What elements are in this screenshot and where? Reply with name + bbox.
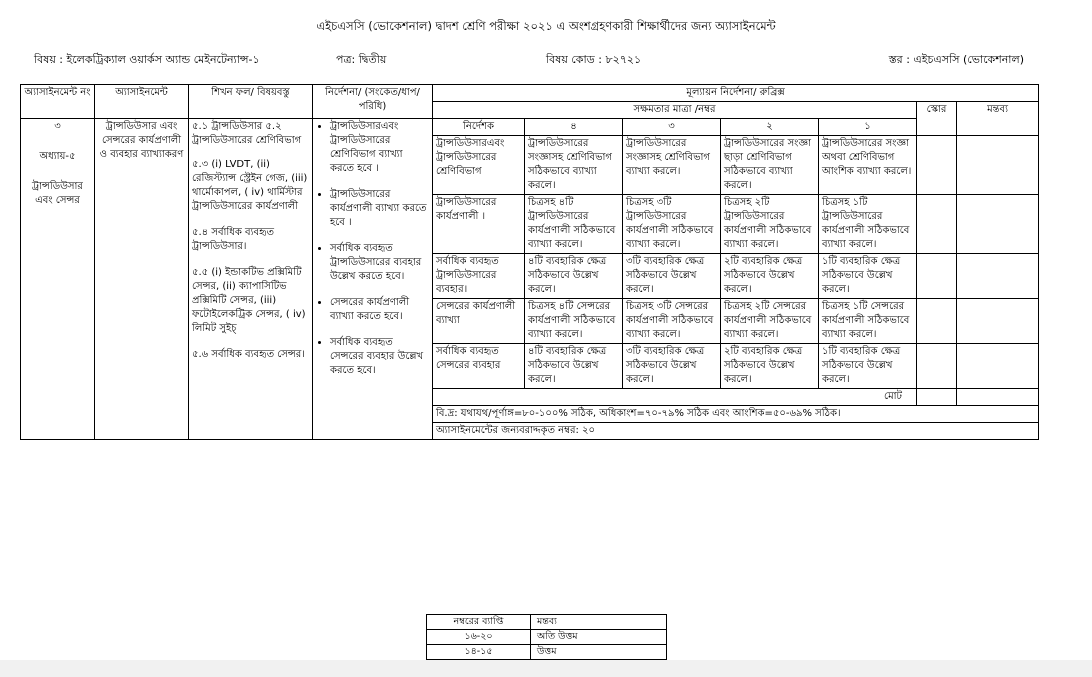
score-cell [917, 344, 957, 389]
rubric-level-1: চিত্রসহ ১টি ট্রান্সডিউসারের কার্যপ্রণালী সঠিকভাবে ব্যাখ্যা করলে। [819, 195, 917, 254]
score-cell [917, 299, 957, 344]
comment-cell [957, 195, 1039, 254]
range-row [427, 630, 667, 645]
header-indicator: নির্দেশক [433, 119, 525, 136]
allotted-marks: অ্যাসাইনমেন্টের জন্যবরাদ্দকৃত নম্বর: ২০ [433, 423, 1039, 440]
assignment-number-cell [21, 119, 95, 440]
rubric-level-3: ট্রান্সডিউসারের সংজ্ঞাসহ শ্রেণিবিভাগ ব্যাখ্যা করলে। [623, 136, 721, 195]
header-instructions: নির্দেশনা/ (সংকেত/ধাপ/পরিধি) [313, 85, 433, 119]
outcome-item: ৫.৩ (i) LVDT, (ii) রেজিস্ট্যান্স স্ট্রেইন গেজ, (iii) থার্মোকাপল, ( iv) থার্মিস্টার ট্রান্সডিউসারের কার্যপ্রণালী [192, 159, 308, 212]
comment-cell [957, 344, 1039, 389]
rubric-level-2: চিত্রসহ ২টি সেন্সরের কার্যপ্রণালী সঠিকভাবে ব্যাখ্যা করলে। [721, 299, 819, 344]
subject-label: বিষয় : ইলেকট্রিক্যাল ওয়ার্কস অ্যান্ড মেইনটেন্যান্স-১ [34, 53, 260, 66]
viewer-bottom-bar [0, 660, 1092, 677]
instruction-list [316, 120, 429, 378]
outcome-item: ৫.৪ সর্বাধিক ব্যবহৃত ট্রান্সডিউসার। [192, 227, 275, 252]
instruction-item: • সেন্সরের কার্যপ্রণালী ব্যাখ্যা করতে হবে। [330, 296, 429, 324]
rubric-level-3: ৩টি ব্যবহারিক ক্ষেত্র সঠিকভাবে উল্লেখ করলে। [623, 254, 721, 299]
rubric-level-2: ট্রান্সডিউসারের সংজ্ঞা ছাড়া শ্রেণিবিভাগ সঠিকভাবে ব্যাখ্যা করলে। [721, 136, 819, 195]
rubric-indicator: ট্রান্সডিউসারের কার্যপ্রণালী । [433, 195, 525, 254]
assignment-text: ট্রান্সডিউসার এবং সেন্সরের কার্যপ্রণালী ও ব্যবহার ব্যাখ্যাকরণ [95, 119, 189, 440]
rubric-level-4: ট্রান্সডিউসারের সংজ্ঞাসহ শ্রেণিবিভাগ সঠিকভাবে ব্যাখ্যা করলে। [525, 136, 623, 195]
rubric-indicator: সেন্সরের কার্যপ্রণালী ব্যাখ্যা [433, 299, 525, 344]
total-label: মোট [433, 389, 917, 406]
comment-cell [957, 299, 1039, 344]
total-score-cell [917, 389, 957, 406]
comment-cell [957, 254, 1039, 299]
score-cell [917, 195, 957, 254]
rubric-level-2: ২টি ব্যবহারিক ক্ষেত্র সঠিকভাবে উল্লেখ করলে। [721, 344, 819, 389]
instruction-item: • সর্বাধিক ব্যবহৃত ট্রান্সডিউসারের ব্যবহার উল্লেখ করতে হবে। [330, 242, 429, 284]
score-cell [917, 254, 957, 299]
rubric-level-1: ট্রান্সডিউসারের সংজ্ঞা অথবা শ্রেণিবিভাগ আংশিক ব্যাখ্যা করলে। [819, 136, 917, 195]
range-header: নম্বরের ব্যাপ্তি [427, 615, 531, 630]
rubric-level-4: চিত্রসহ ৪টি সেন্সরের কার্যপ্রণালী সঠিকভাবে ব্যাখ্যা করলে। [525, 299, 623, 344]
header-assignment-no: অ্যাসাইনমেন্ট নং [21, 85, 95, 119]
rubric-level-3: চিত্রসহ ৩টি ট্রান্সডিউসারের কার্যপ্রণালী সঠিকভাবে ব্যাখ্যা করলে। [623, 195, 721, 254]
page-title: এইচএসসি (ভোকেশনাল) দ্বাদশ শ্রেণি পরীক্ষা ২০২১ এ অংশগ্রহণকারী শিক্ষার্থীদের জন্য অ্যাসাইনমেন্ট [316, 19, 776, 33]
header-rubric: মূল্যায়ন নির্দেশনা/ রুব্রিক্স [433, 85, 1039, 102]
rubric-level-3: ৩টি ব্যবহারিক ক্ষেত্র সঠিকভাবে উল্লেখ করলে। [623, 344, 721, 389]
grading-note: বি.দ্র: যথাযথ/পূর্ণাঙ্গ=৮০-১০০% সঠিক, অধিকাংশ=৭০-৭৯% সঠিক এবং আংশিক=৫০-৬৯% সঠিক। [433, 406, 1039, 423]
header-level-4: ৪ [525, 119, 623, 136]
outcome-item: ৫.১ ট্রান্সডিউসার ৫.২ ট্রান্সডিউসারের শ্রেণিবিভাগ [192, 121, 302, 146]
chapter-title: ট্রান্সডিউসার এবং সেন্সর [32, 181, 83, 206]
rubric-level-2: ২টি ব্যবহারিক ক্ষেত্র সঠিকভাবে উল্লেখ করলে। [721, 254, 819, 299]
chapter-label: অধ্যায়-৫ [39, 151, 76, 162]
rubric-level-4: ৪টি ব্যবহারিক ক্ষেত্র সঠিকভাবে উল্লেখ করলে। [525, 254, 623, 299]
level-label: স্তর : এইচএসসি (ভোকেশনাল) [888, 53, 1024, 66]
rubric-indicator: সর্বাধিক ব্যবহৃত ট্রান্সডিউসারের ব্যবহার। [433, 254, 525, 299]
rubric-level-1: চিত্রসহ ১টি সেন্সরের কার্যপ্রণালী সঠিকভাবে ব্যাখ্যা করলে। [819, 299, 917, 344]
header-assignment: অ্যাসাইনমেন্ট [95, 85, 189, 119]
rubric-level-4: ৪টি ব্যবহারিক ক্ষেত্র সঠিকভাবে উল্লেখ করলে। [525, 344, 623, 389]
header-competency: সক্ষমতার মাত্রা /নম্বর [433, 102, 917, 119]
outcome-item: ৫.৬ সর্বাধিক ব্যবহৃত সেন্সর। [192, 349, 305, 360]
range-comment: অতি উত্তম [531, 630, 667, 645]
rubric-level-3: চিত্রসহ ৩টি সেন্সরের কার্যপ্রণালী সঠিকভাবে ব্যাখ্যা করলে। [623, 299, 721, 344]
range-value: ১৪-১৫ [427, 645, 531, 660]
marks-range-table [426, 614, 667, 660]
instruction-item: • ট্রান্সডিউসারের কার্যপ্রণালী ব্যাখ্যা করতে হবে । [330, 188, 429, 230]
header-learning-outcome: শিখন ফল/ বিষয়বস্তু [189, 85, 313, 119]
instruction-item: • সর্বাধিক ব্যবহৃত সেন্সরের ব্যবহার উল্লেখ করতে হবে। [330, 336, 429, 378]
comment-cell [957, 136, 1039, 195]
range-comment-header: মন্তব্য [531, 615, 667, 630]
subject-code-label: বিষয় কোড : ৮২৭২১ [546, 53, 642, 66]
header-level-1: ১ [819, 119, 917, 136]
assignment-table [20, 84, 1039, 440]
paper-label: পত্র: দ্বিতীয় [336, 53, 387, 66]
total-comment-cell [957, 389, 1039, 406]
range-row [427, 645, 667, 660]
assignment-number: ৩ [54, 121, 61, 132]
header-level-2: ২ [721, 119, 819, 136]
range-comment: উত্তম [531, 645, 667, 660]
instruction-item: • ট্রান্সডিউসারএবং ট্রান্সডিউসারের শ্রেণিবিভাগ ব্যাখ্যা করতে হবে । [330, 120, 429, 176]
instructions-cell [313, 119, 433, 440]
rubric-indicator: সর্বাধিক ব্যবহৃত সেন্সরের ব্যবহার [433, 344, 525, 389]
learning-outcomes-cell [189, 119, 313, 440]
rubric-indicator: ট্রান্সডিউসারএবং ট্রান্সডিউসারের শ্রেণিবিভাগ [433, 136, 525, 195]
header-score: স্কোর [917, 102, 957, 136]
header-comment: মন্তব্য [957, 102, 1039, 136]
rubric-level-1: ১টি ব্যবহারিক ক্ষেত্র সঠিকভাবে উল্লেখ করলে। [819, 344, 917, 389]
range-value: ১৬-২০ [427, 630, 531, 645]
rubric-level-1: ১টি ব্যবহারিক ক্ষেত্র সঠিকভাবে উল্লেখ করলে। [819, 254, 917, 299]
outcome-item: ৫.৫ (i) ইন্ডাকটিভ প্রক্সিমিটি সেন্সর, (ii) ক্যাপাসিটিভ প্রক্সিমিটি সেন্সর, (iii) ফটোইলেকট্রিক সেন্সর, ( iv) লিমিট সুইচ্ [192, 267, 306, 334]
score-cell [917, 136, 957, 195]
rubric-level-2: চিত্রসহ ২টি ট্রান্সডিউসারের কার্যপ্রণালী সঠিকভাবে ব্যাখ্যা করলে। [721, 195, 819, 254]
header-level-3: ৩ [623, 119, 721, 136]
rubric-level-4: চিত্রসহ ৪টি ট্রান্সডিউসারের কার্যপ্রণালী সঠিকভাবে ব্যাখ্যা করলে। [525, 195, 623, 254]
